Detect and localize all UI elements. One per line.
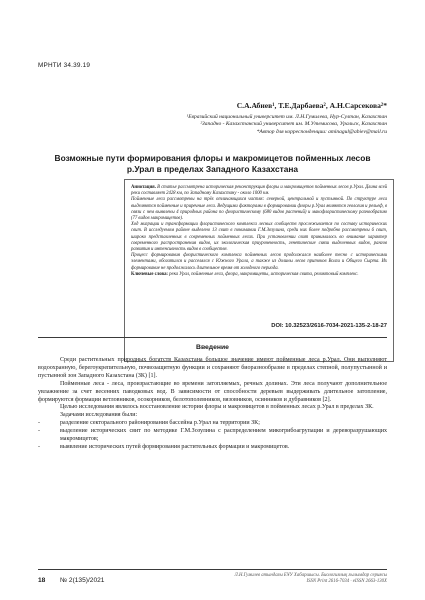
list-item: [38, 444, 387, 452]
article-title-line-1: Возможные пути формирования флоры и макромицетов пойменных лесов: [54, 153, 371, 163]
keywords-paragraph: [131, 272, 387, 278]
article-title-line-2: р.Урал в пределах Западного Казахстана: [126, 164, 299, 175]
journal-info: [235, 573, 387, 586]
list-item: [38, 420, 387, 428]
body-paragraph: Целью исследования являлось восстановление истории флоры и макромицетов в пойменных лесах р.Урал в пределах ЗК.: [60, 404, 374, 411]
section-divider: [38, 337, 387, 338]
list-dash: -: [38, 420, 41, 427]
body-paragraph: Пойменные леса - леса, произрастающие во времени затопляемых, речных долинах. Эти леса получают дополнительное увлажнение за счет весенних паводковых вод. В зависимости от способности деревьев выдерживать длительное затопление, формируются формации ветловников, осокорников, белотополевников, вязовников, осинников и дубравников [2].: [38, 380, 387, 403]
author-affiliations: [127, 114, 387, 136]
abstract-paragraph: Ход миграции и трансформации флористического комплекса лесных сообществ прослеживается по составу исторических свит. В исследуемом районе выделено 13 свит в понимании Г.М.Зозулина, среди них более подробно рассмотрены 6 свит, широко представленных в современных пойменных лесах. При установлении свит принималось во внимание характер современного распространения видов, их экологическая приуроченность, генетические связи выделенных видов, рангов развития и интенсивность видов в сообществе.: [131, 222, 387, 253]
article-authors: С.А.Абиев¹, Т.Е.Дарбаева², А.Н.Сарсекова²*: [236, 101, 387, 110]
journal-issn: ISSN Print 2616-7034 · eISSN 2663-130X: [306, 579, 387, 585]
page-number: 18: [38, 577, 46, 584]
abstract-label: Аннотация.: [131, 185, 156, 190]
list-item: [38, 428, 387, 444]
abstract-text: В статье рассмотрена историческая реконструкция флоры и макромицетов пойменных лесов р.Урал. Длина всей реки составляет 2428 км, по Западному Казахстану - около 1000 км.: [131, 185, 387, 197]
list-item-text: выделение исторических свит по методике Г.М.Зозулина с распределением микогрибоагрупации и дереворазрушающих макромицетов;: [60, 428, 387, 443]
issue-number: № 2(135)/2021: [60, 577, 105, 584]
list-item-text: разделение секторального районирования бассейна р.Урал на территории ЗК;: [60, 420, 260, 427]
list-item-text: выявление исторических путей формирования растительных формации и макромицетов.: [60, 443, 290, 450]
journal-name: Л.Н.Гумилев атындағы ЕҰУ Хабаршысы. Биологиялық ғылымдар сериясы: [234, 573, 387, 578]
list-dash: -: [38, 428, 41, 435]
body-paragraph: Среди растительных природных богатств Казахстана большое значение имеют пойменные леса р.Урал. Они выполняют водоохранную, берегоукрепительную, почвозащитную функции и сохраняют биоразнообразие в пределах степной, полупустынной и пустынной зон Западного Казахстана (ЗК) [1].: [38, 357, 387, 379]
section-heading: Введение: [196, 344, 229, 351]
affiliation-1: ¹Евразийский национальный университет им. Л.Н.Гумилева, Нур-Султан, Казахстан: [186, 114, 387, 120]
body-paragraph: Задачами исследования были:: [60, 412, 138, 419]
keywords-text: река Урал, пойменные леса, флора, макромицеты, историческая свита, реликтовый комплекс.: [167, 271, 359, 277]
article-title: [40, 153, 385, 175]
abstract-paragraph: Пойменные леса рассмотрены на трёх отличающихся частях: северной, центральной и пустынной. По структуре леса выделяются пойменные и приречные леса. Ведущими факторами в формировании флоры р.Урал являются геология и рельеф, в связи с чем выявлены 4 природных района по флористическому (680 видов растений) и макофлористическому разнообразию (77 видов макромицетов).: [131, 197, 387, 222]
list-dash: -: [38, 443, 41, 450]
corresponding-author: *Автор для корреспонденции: aminagul@abiev@mail.ru: [256, 128, 387, 135]
abstract-paragraph: Процесс формирования флористического комплекса пойменных лесов продолжался наиболее тесно с историческими элементами, обогатился и расселялся с Южного Урала, а также из долины лесов притоков Волги и Общего Сырта. Их формирование не продолжалось длительное время от холодного периода.: [131, 253, 387, 271]
abstract-paragraph: [131, 185, 387, 197]
footer-divider: [38, 569, 387, 570]
body-text: [38, 357, 387, 452]
keywords-label: Ключевые слова:: [131, 271, 168, 277]
mrnti-code: МРНТИ 34.39.19: [38, 62, 91, 69]
abstract-box: [124, 179, 394, 362]
doi-link[interactable]: DOI: 10.32523/2616-7034-2021-135-2-18-27: [271, 323, 387, 329]
affiliation-2: ²Западно - Казахстанский университет им. М.Утемисова, Уральск, Казахстан: [200, 121, 387, 128]
